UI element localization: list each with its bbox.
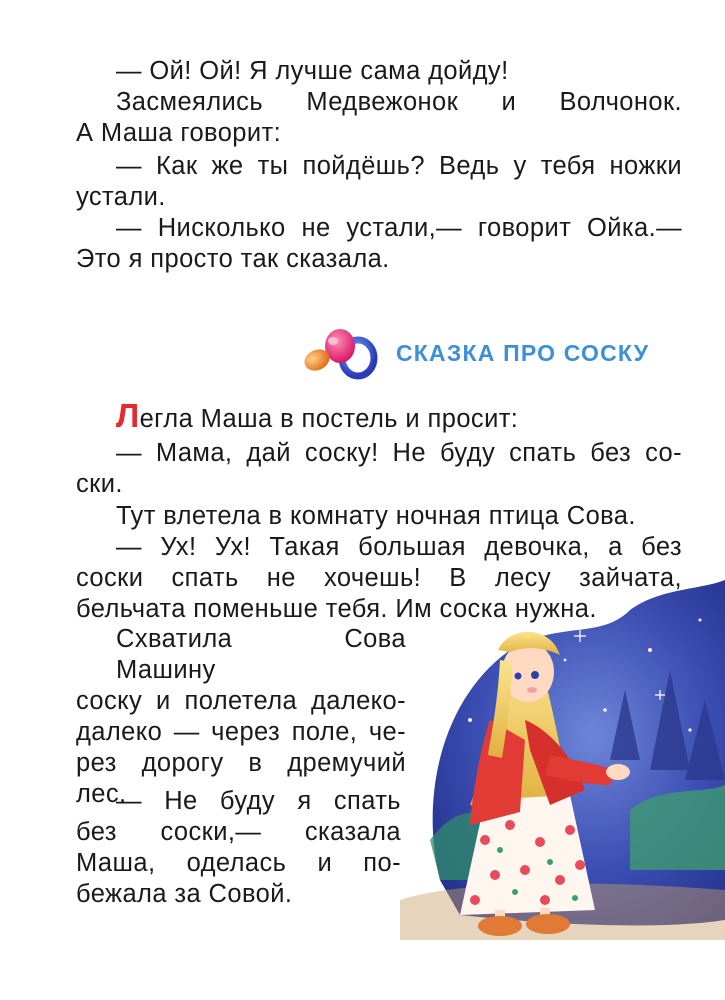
- text-line: Тут влетела в комнату ночная птица Сова.: [116, 502, 636, 530]
- paragraph-laughed: [76, 87, 682, 149]
- text-line: без соски,— сказала: [76, 818, 401, 846]
- text-line: — Не буду я спать: [116, 787, 401, 815]
- paragraph-owl-grabbed: [76, 624, 406, 810]
- text-line: Схватила Сова Машину: [116, 625, 406, 684]
- text-line: лес.: [76, 780, 127, 808]
- drop-cap: Л: [116, 397, 140, 434]
- text-line: Это я просто так сказала.: [76, 245, 390, 273]
- text-line: — Ух! Ух! Такая большая девочка, а без: [116, 533, 682, 561]
- text-line: — Ой! Ой! Я лучше сама дойду!: [116, 57, 509, 85]
- text-line: далеко — через поле, че-: [76, 718, 406, 746]
- masha-illustration: [400, 580, 725, 940]
- text-line: — Нисколько не устали,— говорит Ойка.—: [116, 214, 682, 242]
- text-line: — Как же ты пойдёшь? Ведь у тебя ножки: [116, 152, 682, 180]
- text-line: — Мама, дай соску! Не буду спать без со-: [116, 439, 682, 467]
- text-line: ски.: [76, 470, 123, 498]
- paragraph-lay-down: [76, 397, 682, 435]
- text-line: бежала за Совой.: [76, 880, 293, 908]
- text-line: бельчата поменьше тебя. Им соска нужна.: [76, 595, 597, 623]
- paragraph-masha-runs: [76, 786, 401, 910]
- text-line: соски спать не хочешь! В лесу зайчата,: [76, 564, 682, 592]
- paragraph-owl-flew-in: [76, 501, 682, 532]
- paragraph-not-tired: [76, 213, 682, 275]
- text-line: соску и полетела далеко-: [76, 687, 406, 715]
- text-line: Засмеялись Медвежонок и Волчонок.: [116, 88, 682, 116]
- text-line-rest: егла Маша в постель и просит:: [139, 405, 519, 433]
- paragraph-mama-give: [76, 438, 682, 500]
- text-line: [76, 397, 682, 435]
- paragraph-how-will-you-go: [76, 151, 682, 213]
- text-line: А Маша говорит:: [76, 119, 282, 147]
- text-line: рез дорогу в дремучий: [76, 749, 406, 777]
- pacifier-icon: [300, 322, 380, 384]
- story-title: СКАЗКА ПРО СОСКУ: [396, 340, 650, 366]
- text-line: Маша, оделась и по-: [76, 849, 401, 877]
- paragraph-oy: [76, 56, 556, 87]
- text-line: устали.: [76, 183, 166, 211]
